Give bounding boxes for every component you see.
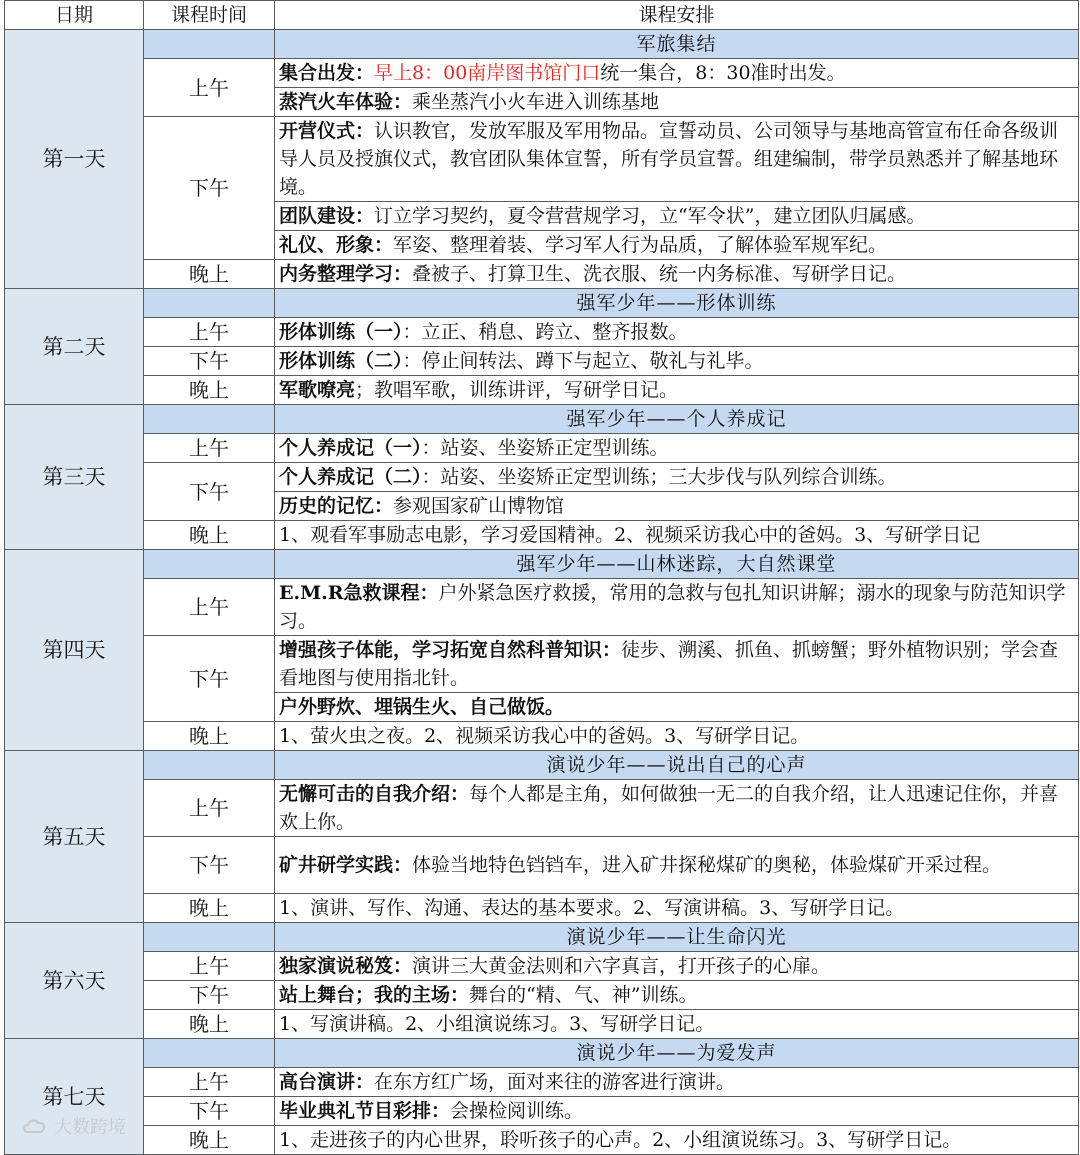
activity-cell	[275, 376, 1079, 405]
period-label: 晚上	[144, 894, 275, 923]
activity-label: 礼仪、形象：	[279, 234, 394, 256]
schedule-row	[5, 1068, 1079, 1097]
activity-label: 站上舞台；我的主场：	[279, 984, 470, 1006]
activity-text: ：立正、稍息、跨立、整齐报数。	[402, 321, 688, 343]
period-label: 下午	[144, 1097, 275, 1126]
activity-text: 乘坐蒸汽小火车进入训练基地	[412, 91, 660, 113]
activity-text: 叠被子、打算卫生、洗衣服、统一内务标准、写研学日记。	[412, 263, 907, 285]
theme-spacer	[144, 923, 275, 952]
activity-cell	[275, 981, 1079, 1010]
schedule-row	[5, 1126, 1079, 1155]
schedule-row	[5, 952, 1079, 981]
day-theme: 演说少年——为爱发声	[275, 1039, 1079, 1068]
activity-cell	[275, 463, 1079, 492]
period-label: 上午	[144, 434, 275, 463]
activity-cell	[275, 1010, 1079, 1039]
activity-label: E.M.R急救课程：	[279, 582, 439, 604]
header-time: 课程时间	[144, 1, 275, 30]
activity-text: 在东方红广场，面对来往的游客进行演讲。	[374, 1071, 736, 1093]
watermark	[22, 1113, 126, 1139]
activity-label: 形体训练（二）	[279, 350, 403, 372]
header-row	[5, 1, 1079, 30]
period-label: 晚上	[144, 1126, 275, 1155]
cloud-logo-icon	[22, 1116, 48, 1136]
activity-text: 1、走进孩子的内心世界，聆听孩子的心声。2、小组演说练习。3、写研学日记。	[279, 1129, 962, 1151]
activity-text: 体验当地特色铛铛车，进入矿井探秘煤矿的奥秘，体验煤矿开采过程。	[412, 854, 1002, 876]
period-label: 晚上	[144, 722, 275, 751]
activity-highlight: 早上8：00南岸图书馆门口	[374, 62, 601, 84]
activity-label: 矿井研学实践：	[279, 854, 413, 876]
activity-cell	[275, 952, 1079, 981]
activity-label: 户外野炊、埋锅生火、自己做饭。	[279, 696, 565, 718]
schedule-row	[5, 837, 1079, 894]
activity-cell	[275, 260, 1079, 289]
activity-label: 开营仪式：	[279, 120, 375, 142]
activity-text: 1、萤火虫之夜。2、视频采访我心中的爸妈。3、写研学日记。	[279, 725, 810, 747]
activity-text: 舞台的“精、气、神”训练。	[469, 984, 698, 1006]
activity-cell	[275, 521, 1079, 550]
schedule-row	[5, 894, 1079, 923]
activity-cell	[275, 318, 1079, 347]
theme-spacer	[144, 30, 275, 59]
activity-cell	[275, 434, 1079, 463]
activity-label: 高台演讲：	[279, 1071, 375, 1093]
activity-label: 蒸汽火车体验：	[279, 91, 413, 113]
activity-text: 徒步、溯溪、抓鱼、抓螃蟹；野外植物识别；学会查看地图与使用指北针。	[279, 639, 1059, 689]
theme-row	[5, 751, 1079, 780]
theme-spacer	[144, 405, 275, 434]
activity-text: ：停止间转法、蹲下与起立、敬礼与礼毕。	[402, 350, 764, 372]
activity-label: 毕业典礼节目彩排：	[279, 1100, 451, 1122]
activity-text: ；教唱军歌，训练讲评，写研学日记。	[355, 379, 679, 401]
activity-label: 团队建设：	[279, 205, 375, 227]
day-theme: 强军少年——形体训练	[275, 289, 1079, 318]
activity-cell	[275, 780, 1079, 837]
period-label: 晚上	[144, 376, 275, 405]
schedule-row	[5, 260, 1079, 289]
activity-text: 每个人都是主角，如何做独一无二的自我介绍，让人迅速记住你，并喜欢上你。	[279, 783, 1059, 833]
period-label: 上午	[144, 579, 275, 636]
day-theme: 演说少年——让生命闪光	[275, 923, 1079, 952]
activity-cell	[275, 636, 1079, 693]
activity-label: 无懈可击的自我介绍：	[279, 783, 470, 805]
day-label: 第二天	[5, 289, 144, 405]
theme-row	[5, 289, 1079, 318]
theme-row	[5, 550, 1079, 579]
activity-label: 形体训练（一）	[279, 321, 403, 343]
theme-spacer	[144, 751, 275, 780]
period-label: 晚上	[144, 521, 275, 550]
period-label: 下午	[144, 636, 275, 722]
schedule-row	[5, 1010, 1079, 1039]
day-label: 第四天	[5, 550, 144, 751]
theme-row	[5, 405, 1079, 434]
theme-row	[5, 1039, 1079, 1068]
period-label: 上午	[144, 59, 275, 117]
activity-label: 内务整理学习：	[279, 263, 413, 285]
header-date: 日期	[5, 1, 144, 30]
activity-cell	[275, 1068, 1079, 1097]
activity-label: 增强孩子体能，学习拓宽自然科普知识：	[279, 639, 622, 661]
activity-text: 订立学习契约，夏令营营规学习，立“军令状”，建立团队归属感。	[374, 205, 926, 227]
period-label: 上午	[144, 318, 275, 347]
schedule-row	[5, 1097, 1079, 1126]
activity-text: ：站姿、坐姿矫正定型训练；三大步伐与队列综合训练。	[421, 466, 897, 488]
activity-label: 个人养成记（一）	[279, 437, 422, 459]
period-label: 下午	[144, 981, 275, 1010]
schedule-row	[5, 981, 1079, 1010]
activity-text: 1、观看军事励志电影，学习爱国精神。2、视频采访我心中的爸妈。3、写研学日记	[279, 524, 981, 546]
activity-cell	[275, 88, 1079, 117]
activity-label: 独家演说秘笈：	[279, 955, 413, 977]
watermark-text: 大数跨境	[54, 1117, 126, 1138]
theme-row	[5, 923, 1079, 952]
day-label: 第七天	[5, 1039, 144, 1155]
schedule-row	[5, 117, 1079, 202]
period-label: 上午	[144, 780, 275, 837]
schedule-body	[5, 30, 1079, 1155]
activity-cell	[275, 722, 1079, 751]
activity-cell	[275, 579, 1079, 636]
activity-text: 户外紧急医疗救援，常用的急救与包扎知识讲解；溺水的现象与防范知识学习。	[279, 582, 1066, 632]
activity-text: 军姿、整理着装、学习军人行为品质，了解体验军规军纪。	[393, 234, 888, 256]
activity-cell	[275, 202, 1079, 231]
schedule-row	[5, 318, 1079, 347]
schedule-row	[5, 376, 1079, 405]
day-label: 第三天	[5, 405, 144, 550]
day-label: 第六天	[5, 923, 144, 1039]
schedule-row	[5, 434, 1079, 463]
period-label: 晚上	[144, 260, 275, 289]
activity-text: 认识教官，发放军服及军用物品。宣誓动员、公司领导与基地高管宣布任命各级训导人员及授旗仪式，教官团队集体宣誓，所有学员宣誓。组建编制，带学员熟悉并了解基地环境。	[279, 120, 1059, 198]
activity-text: 1、演讲、写作、沟通、表达的基本要求。2、写演讲稿。3、写研学日记。	[279, 897, 905, 919]
day-label: 第五天	[5, 751, 144, 923]
period-label: 上午	[144, 1068, 275, 1097]
activity-cell	[275, 492, 1079, 521]
activity-label: 个人养成记（二）	[279, 466, 422, 488]
day-theme: 强军少年——山林迷踪，大自然课堂	[275, 550, 1079, 579]
period-label: 下午	[144, 347, 275, 376]
schedule-row	[5, 521, 1079, 550]
period-label: 上午	[144, 952, 275, 981]
activity-cell	[275, 347, 1079, 376]
schedule-row	[5, 780, 1079, 837]
schedule-row	[5, 463, 1079, 492]
day-theme: 军旅集结	[275, 30, 1079, 59]
schedule-row	[5, 579, 1079, 636]
activity-text: 参观国家矿山博物馆	[393, 495, 565, 517]
activity-label: 历史的记忆：	[279, 495, 394, 517]
schedule-row	[5, 722, 1079, 751]
activity-text: 演讲三大黄金法则和六字真言，打开孩子的心扉。	[412, 955, 831, 977]
activity-cell	[275, 59, 1079, 88]
activity-label: 军歌嘹亮	[279, 379, 356, 401]
activity-cell	[275, 837, 1079, 894]
activity-label: 集合出发：	[279, 62, 375, 84]
activity-text: 会操检阅训练。	[450, 1100, 584, 1122]
schedule-row	[5, 636, 1079, 693]
schedule-table	[4, 0, 1079, 1155]
activity-cell	[275, 231, 1079, 260]
activity-cell	[275, 894, 1079, 923]
activity-text: ：站姿、坐姿矫正定型训练。	[421, 437, 669, 459]
activity-text: 1、写演讲稿。2、小组演说练习。3、写研学日记。	[279, 1013, 715, 1035]
period-label: 下午	[144, 837, 275, 894]
period-label: 下午	[144, 463, 275, 521]
activity-cell	[275, 1097, 1079, 1126]
theme-spacer	[144, 289, 275, 318]
period-label: 晚上	[144, 1010, 275, 1039]
header-schedule: 课程安排	[275, 1, 1079, 30]
theme-spacer	[144, 1039, 275, 1068]
activity-text: 统一集合，8：30准时出发。	[600, 62, 846, 84]
activity-cell	[275, 693, 1079, 722]
activity-cell	[275, 1126, 1079, 1155]
schedule-row	[5, 59, 1079, 88]
day-theme: 演说少年——说出自己的心声	[275, 751, 1079, 780]
activity-cell	[275, 117, 1079, 202]
schedule-row	[5, 347, 1079, 376]
theme-row	[5, 30, 1079, 59]
period-label: 下午	[144, 117, 275, 260]
day-theme: 强军少年——个人养成记	[275, 405, 1079, 434]
day-label: 第一天	[5, 30, 144, 289]
theme-spacer	[144, 550, 275, 579]
